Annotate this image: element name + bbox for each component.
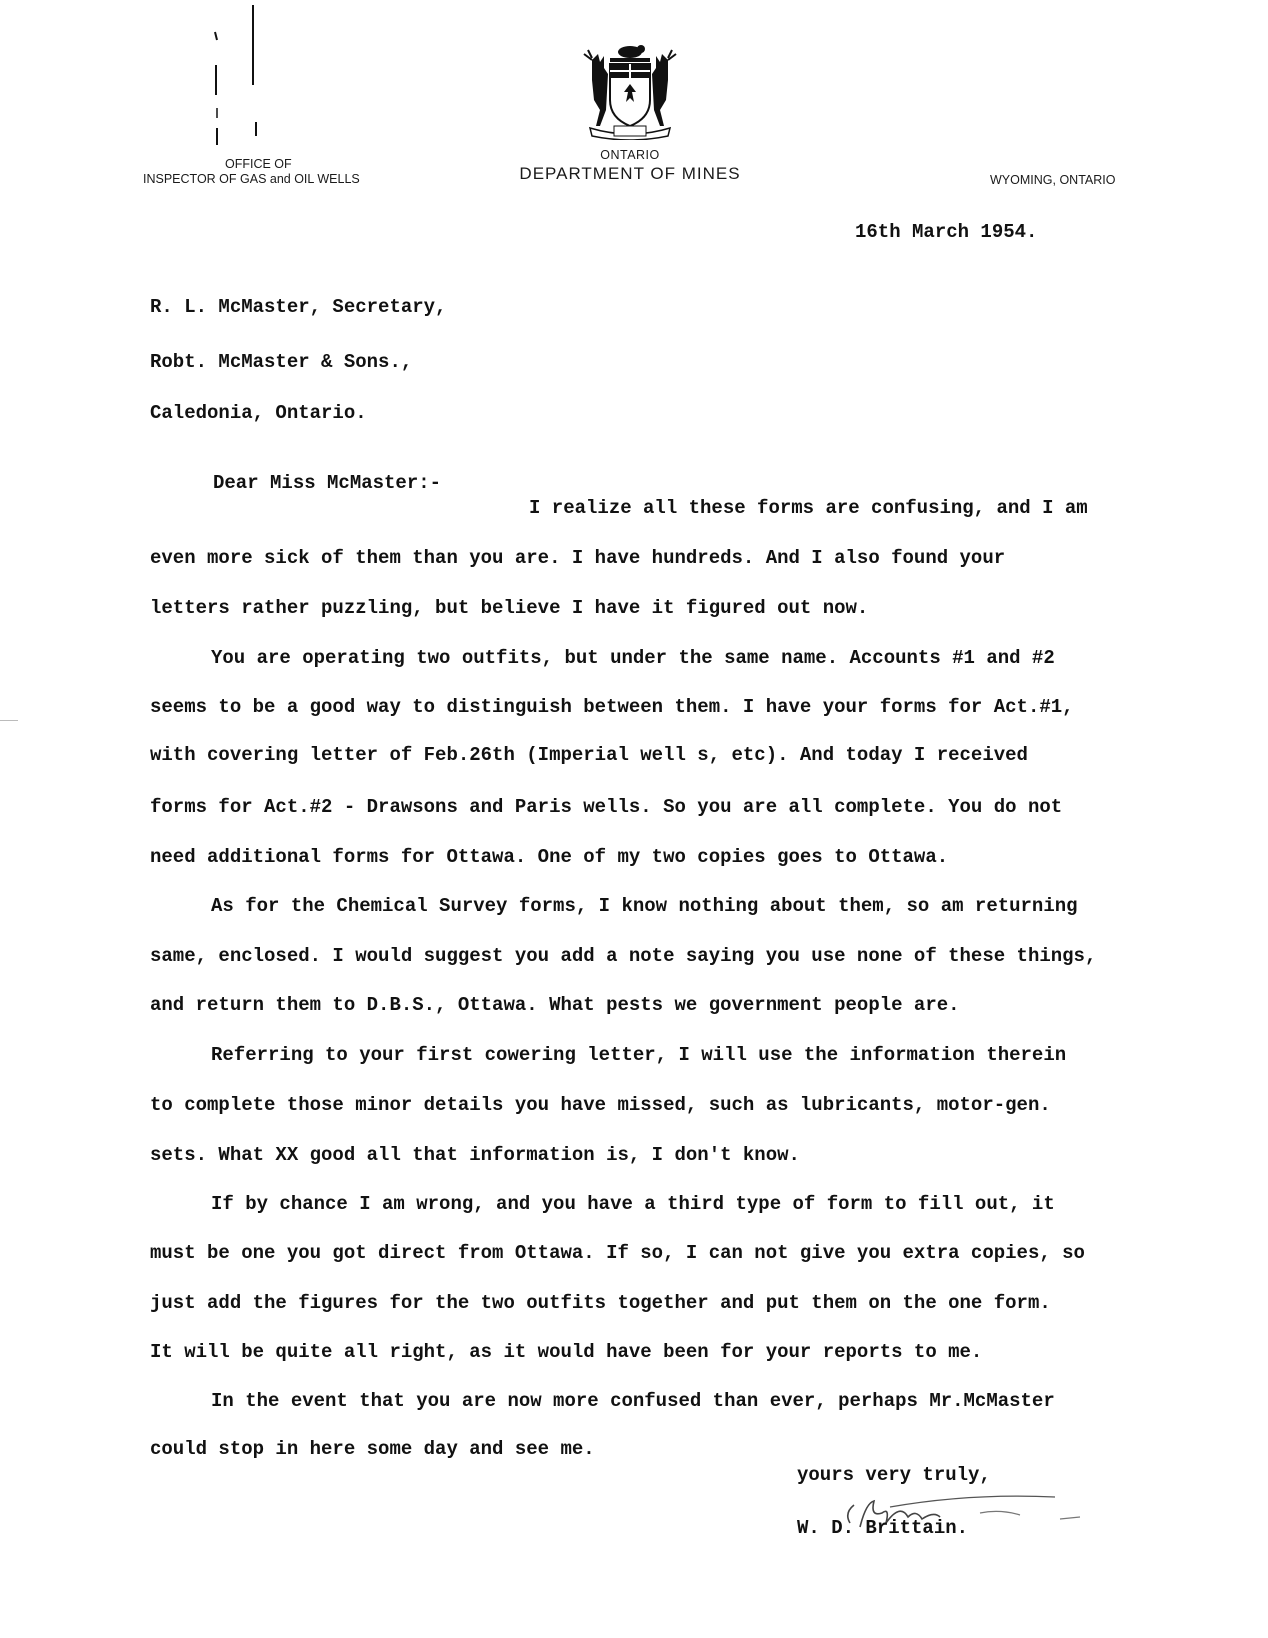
body-line: You are operating two outfits, but under the same name. Accounts #1 and #2 bbox=[211, 647, 1055, 669]
scan-edge-mark bbox=[0, 720, 18, 721]
body-line: It will be quite all right, as it would have been for your reports to me. bbox=[150, 1341, 983, 1363]
body-line: could stop in here some day and see me. bbox=[150, 1438, 595, 1460]
ontario-crest-icon bbox=[570, 40, 690, 140]
department-name: DEPARTMENT OF MINES bbox=[519, 164, 741, 183]
body-line: and return them to D.B.S., Ottawa. What pests we government people are. bbox=[150, 994, 960, 1016]
province-label: ONTARIO bbox=[600, 148, 660, 162]
office-location: WYOMING, ONTARIO bbox=[990, 173, 1116, 187]
body-line: Referring to your first cowering letter, I will use the information therein bbox=[211, 1044, 1067, 1066]
office-heading bbox=[143, 157, 360, 187]
body-line: sets. What XX good all that information is, I don't know. bbox=[150, 1144, 800, 1166]
body-line: As for the Chemical Survey forms, I know nothing about them, so am returning bbox=[211, 895, 1078, 917]
signatory-name: W. D. Brittain. bbox=[797, 1517, 969, 1539]
body-line: just add the figures for the two outfits together and put them on the one form. bbox=[150, 1292, 1051, 1314]
recipient-line-2: Robt. McMaster & Sons., bbox=[150, 351, 413, 373]
body-line: letters rather puzzling, but believe I have it figured out now. bbox=[150, 597, 869, 619]
salutation: Dear Miss McMaster:- bbox=[213, 472, 442, 494]
scan-marks bbox=[205, 0, 265, 150]
body-line: to complete those minor details you have missed, such as lubricants, motor-gen. bbox=[150, 1094, 1051, 1116]
recipient-line-3: Caledonia, Ontario. bbox=[150, 402, 367, 424]
body-line: seems to be a good way to distinguish between them. I have your forms for Act.#1, bbox=[150, 696, 1074, 718]
office-line-1: OFFICE OF bbox=[225, 157, 292, 171]
department-heading bbox=[470, 148, 790, 184]
body-line: In the event that you are now more confused than ever, perhaps Mr.McMaster bbox=[211, 1390, 1055, 1412]
closing: yours very truly, bbox=[797, 1464, 991, 1486]
body-line: need additional forms for Ottawa. One of my two copies goes to Ottawa. bbox=[150, 846, 949, 868]
body-line: I realize all these forms are confusing, and I am bbox=[529, 497, 1088, 519]
body-line: same, enclosed. I would suggest you add a note saying you use none of these things, bbox=[150, 945, 1097, 967]
body-line: forms for Act.#2 - Drawsons and Paris wells. So you are all complete. You do not bbox=[150, 796, 1063, 818]
recipient-line-1: R. L. McMaster, Secretary, bbox=[150, 296, 447, 318]
body-line: must be one you got direct from Ottawa. If so, I can not give you extra copies, so bbox=[150, 1242, 1085, 1264]
letter-date: 16th March 1954. bbox=[855, 221, 1038, 243]
body-line: with covering letter of Feb.26th (Imperial well s, etc). And today I received bbox=[150, 744, 1028, 766]
body-line: even more sick of them than you are. I have hundreds. And I also found your bbox=[150, 547, 1006, 569]
office-line-2: INSPECTOR OF GAS and OIL WELLS bbox=[143, 172, 360, 186]
body-line: If by chance I am wrong, and you have a third type of form to fill out, it bbox=[211, 1193, 1055, 1215]
